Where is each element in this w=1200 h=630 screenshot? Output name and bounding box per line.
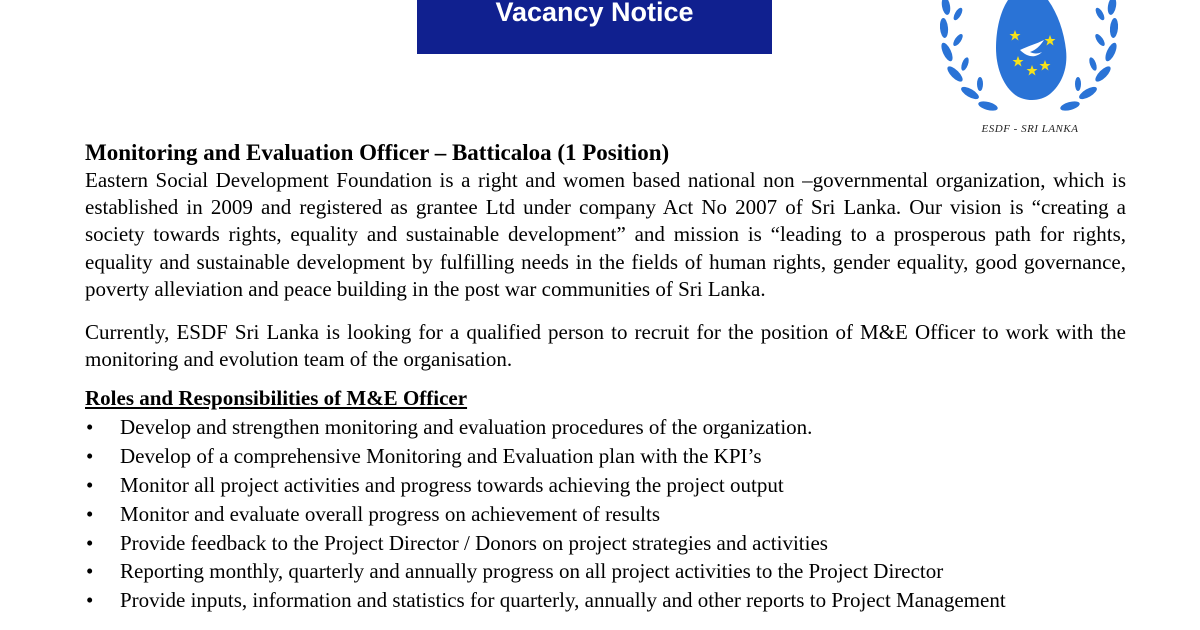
bullet-icon: • xyxy=(86,501,94,526)
list-item-text: Provide feedback to the Project Director / Donors on project strategies and activities xyxy=(120,530,828,555)
list-item-text: Reporting monthly, quarterly and annually progress on all project activities to the Project Director xyxy=(120,559,944,584)
responsibilities-list xyxy=(85,413,1126,615)
list-item-text: Monitor all project activities and progress towards achieving the project output xyxy=(120,473,784,498)
list-item xyxy=(85,586,1126,615)
bullet-icon: • xyxy=(86,444,94,469)
bullet-icon: • xyxy=(86,559,94,584)
esdf-logo xyxy=(940,0,1120,140)
job-title: Monitoring and Evaluation Officer – Batticaloa (1 Position) xyxy=(85,140,670,165)
bullet-icon: • xyxy=(86,588,94,613)
esdf-emblem-icon xyxy=(940,0,1120,122)
bullet-icon: • xyxy=(86,473,94,498)
list-item-text: Develop and strengthen monitoring and evaluation procedures of the organization. xyxy=(120,415,813,440)
bullet-icon: • xyxy=(86,415,94,440)
list-item xyxy=(85,442,1126,471)
list-item-text: Monitor and evaluate overall progress on achievement of results xyxy=(120,501,660,526)
logo-caption: ESDF - SRI LANKA xyxy=(981,123,1079,135)
recruitment-statement: Currently, ESDF Sri Lanka is looking for a qualified person to recruit for the position of M&E Officer to work with the monitoring and evolution team of the organisation. xyxy=(85,320,1126,372)
bullet-icon: • xyxy=(86,530,94,555)
organization-description: Eastern Social Development Foundation is a right and women based national non –governmental organization, which is established in 2009 and registered as grantee Ltd under company Act No 2007 of Sri Lanka. Our vision is “creating a society towards rights, equality and sustainable development” and mission is “leading to a prosperous path for rights, equality and sustainable development by fulfilling needs in the fields of human rights, gender equality, good governance, poverty alleviation and peace building in the post war communities of Sri Lanka. xyxy=(85,168,1126,301)
list-item xyxy=(85,529,1126,558)
list-item xyxy=(85,471,1126,500)
list-item xyxy=(85,500,1126,529)
list-item-text: Provide inputs, information and statistics for quarterly, annually and other reports to Project Management xyxy=(120,588,1006,613)
list-item xyxy=(85,557,1126,586)
document-body xyxy=(85,139,1126,615)
list-item-text: Develop of a comprehensive Monitoring and Evaluation plan with the KPI’s xyxy=(120,444,762,469)
section-title-responsibilities: Roles and Responsibilities of M&E Officer xyxy=(85,386,468,411)
vacancy-notice-banner xyxy=(417,0,772,54)
banner-text: Vacancy Notice xyxy=(495,0,694,27)
list-item xyxy=(85,413,1126,442)
